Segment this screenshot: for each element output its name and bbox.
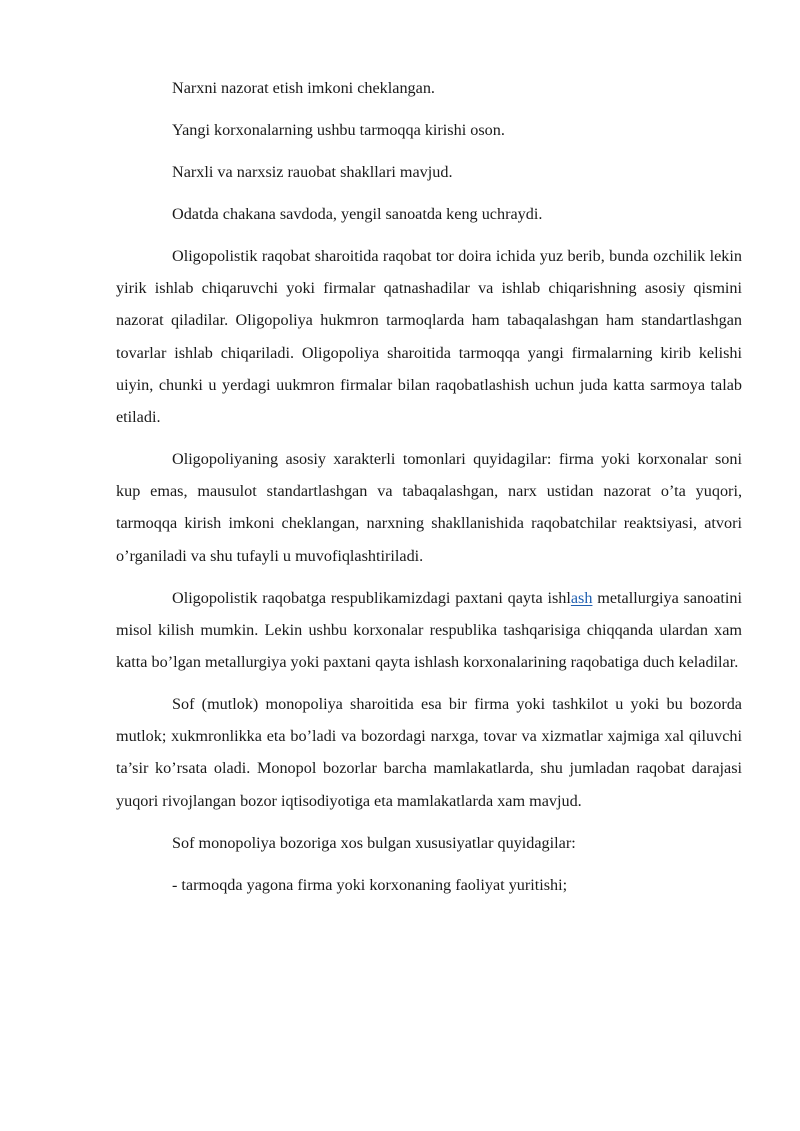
paragraph-monopoly-features-heading: Sof monopoliya bozoriga xos bulgan xususiyatlar quyidagilar: [172,833,576,852]
paragraph-oligopolistic-competition: Oligopolistik raqobat sharoitida raqobat tor doira ichida yuz berib, bunda ozchilik lekin yirik ishlab chiqaruvchi yoki firmalar qatnashadilar va ishlab chiqarishning asosiy qismini nazorat qiladilar. Oligopoliya hukmron tarmoqlarda ham tabaqalashgan ham standartlashgan tovarlar ishlab chiqariladi. Oligopoliya sharoitida tarmoqqa yangi firmalarning kirib kelishi uiyin, chunki u yerdagi uukmron firmalar bilan raqobatlashish uchun juda katta sarmoya talab etiladi. [116,247,742,427]
list-item-single-firm: - tarmoqda yagona firma yoki korxonaning faoliyat yuritishi; [172,875,568,894]
paragraph-oligopoly-features: Oligopoliyaning asosiy xarakterli tomonlari quyidagilar: firma yoki korxonalar soni kup emas, mausulot standartlashgan va tabaqalashgan, narx ustidan nazorat o’ta yuqori, tarmoqqa kirish imkoni cheklangan, narxning shakllanishida raqobatchilar reaktsiyasi, atvori o’rganiladi va shu tufayli u muvofiqlashtiriladi. [116,450,742,565]
paragraph-pure-monopoly: Sof (mutlok) monopoliya sharoitida esa bir firma yoki tashkilot u yoki bu bozorda mutlok; xukmronlikka eta bo’ladi va bozordagi narxga, tovar va xizmatlar xajmiga xal qiluvchi ta’sir ko’rsata oladi. Monopol bozorlar barcha mamlakatlarda, shu jumladan raqobat darajasi yuqori rivojlangan bozor iqtisodiyotiga eta mamlakatlarda xam mavjud. [116,695,742,810]
paragraph-market-entry: Yangi korxonalarning ushbu tarmoqqa kirishi oson. [172,121,505,139]
paragraph-text-before-link: Oligopolistik raqobatga respublikamizdagi paxtani qayta ishl [172,588,571,607]
paragraph-oligopoly-example [116,582,742,679]
paragraph-retail-industry: Odatda chakana savdoda, yengil sanoatda keng uchraydi. [172,205,543,223]
paragraph-text-after-link: metallurgiya sanoatini misol kilish mumkin. Lekin ushbu korxonalar respublika tashqarisiga chiqqanda ulardan xam katta bo’lgan metallurgiya yoki paxtani qayta ishlash korxonalarining raqobatiga duch keladilar. [116,588,742,672]
paragraph-competition-forms: Narxli va narxsiz rauobat shakllari mavjud. [172,163,453,181]
paragraph-price-control: Narxni nazorat etish imkoni cheklangan. [172,79,435,97]
document-page [116,72,742,911]
hyperlink[interactable]: ash [570,588,593,607]
